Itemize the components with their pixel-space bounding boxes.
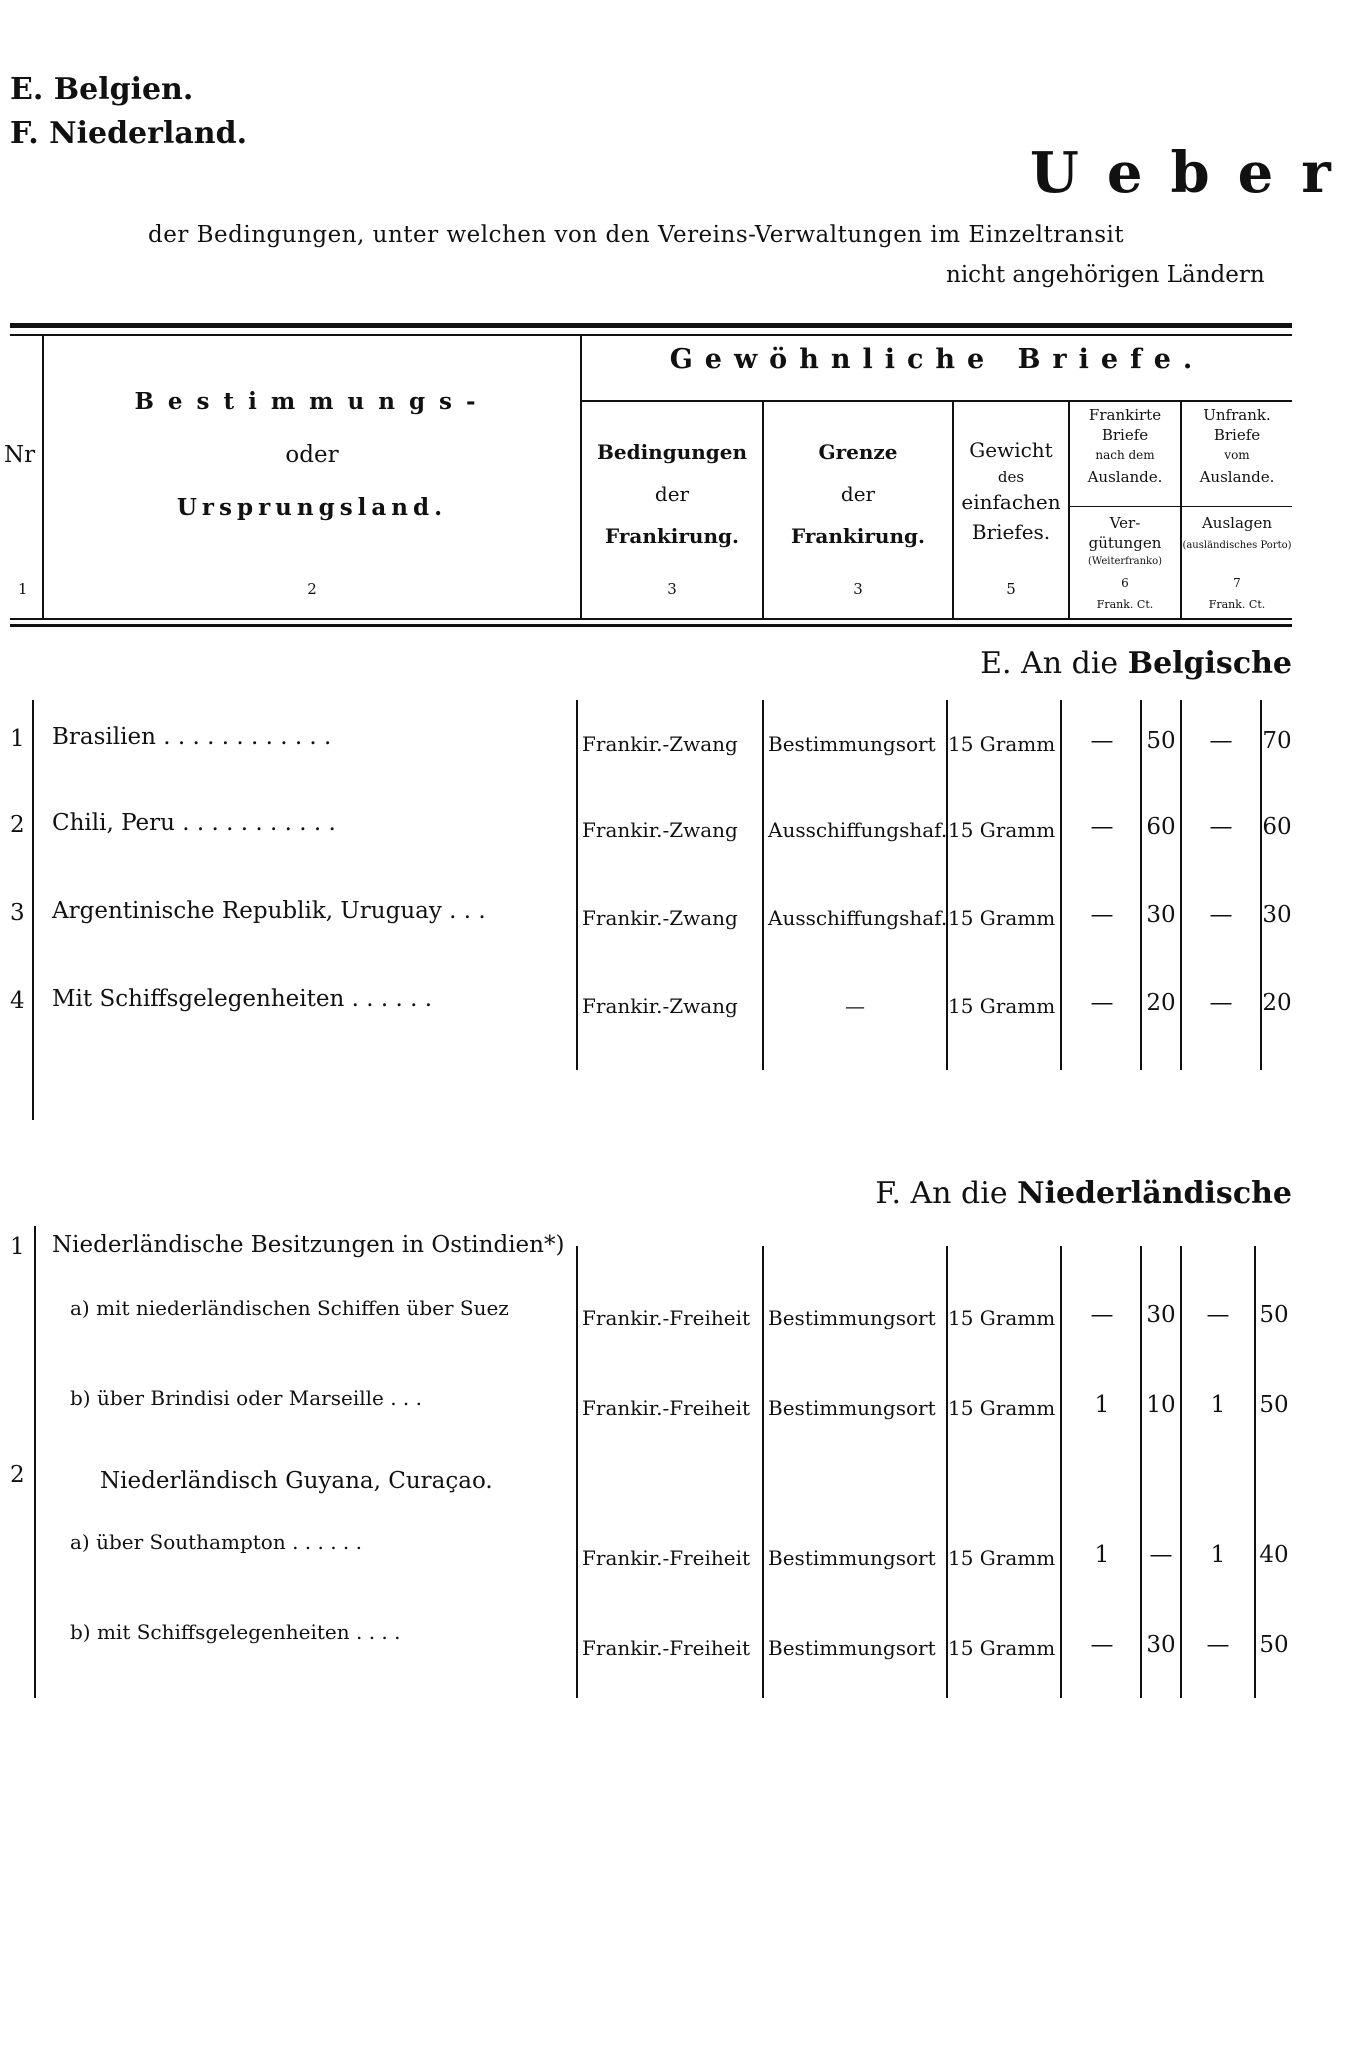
row-vf: — [1090, 990, 1114, 1016]
row-cond: Frankir.-Zwang [582, 732, 738, 756]
row-nr: 3 [10, 900, 25, 926]
f-vline-weight-end [1060, 1246, 1062, 1698]
row-cond: Frankir.-Zwang [582, 994, 738, 1018]
row-name: Mit Schiffsgelegenheiten . . . . . . [52, 986, 433, 1012]
header-verg-num: 6 [1121, 576, 1129, 590]
header-frank-line2: Briefe [1101, 426, 1149, 444]
row-af: 1 [1210, 1542, 1226, 1568]
section-f-label-text: F. An die [875, 1176, 1008, 1211]
row-weight: 15 Gramm [948, 994, 1056, 1018]
row-vc: 10 [1146, 1392, 1176, 1418]
row-vc: 50 [1146, 728, 1176, 754]
title-line1: der Bedingungen, unter welchen von den Vereins-Verwaltungen im Einzeltransit [148, 222, 1125, 248]
row-name: a) über Southampton . . . . . . [70, 1530, 363, 1554]
hdr-vline-2 [580, 336, 582, 618]
header-cond-line2: der [654, 482, 690, 506]
row-vc: 20 [1146, 990, 1176, 1016]
row-weight: 15 Gramm [948, 1636, 1056, 1660]
row-af: — [1209, 902, 1233, 928]
e-vline-name [32, 700, 34, 1120]
header-border-line3: Frankirung. [791, 524, 925, 548]
row-ac: 70 [1262, 728, 1292, 754]
header-unfrank-line2: Briefe [1213, 426, 1261, 444]
header-nr: Nr [4, 442, 36, 468]
row-border: Bestimmungsort [768, 1546, 936, 1570]
row-weight: 15 Gramm [948, 818, 1056, 842]
header-verg-units: Frank. Ct. [1096, 598, 1154, 611]
header-border-line2: der [840, 482, 876, 506]
row-nr: 4 [10, 988, 25, 1014]
header-unfrank-line1: Unfrank. [1203, 406, 1271, 424]
row-vf: 1 [1094, 1392, 1110, 1418]
row-ac: 50 [1259, 1302, 1289, 1328]
group1-nr: 1 [10, 1234, 25, 1260]
header-border-num: 3 [853, 580, 863, 598]
row-border: Bestimmungsort [768, 1396, 936, 1420]
row-ac: 50 [1259, 1392, 1289, 1418]
row-nr: 2 [10, 812, 25, 838]
header-bottom-rule-thick [10, 624, 1292, 627]
row-border: Ausschiffungshaf. [768, 906, 948, 930]
row-vf: 1 [1094, 1542, 1110, 1568]
row-weight: 15 Gramm [948, 906, 1056, 930]
header-weight-line1: Gewicht [969, 438, 1053, 462]
row-vf: — [1090, 902, 1114, 928]
header-col2-num: 2 [307, 580, 317, 598]
header-frank-line4: Auslande. [1087, 468, 1163, 486]
header-verg-line2: gütungen [1088, 534, 1162, 552]
row-af: — [1209, 990, 1233, 1016]
f-vline-cond [576, 1246, 578, 1698]
header-ausl-line2: (ausländisches Porto) [1182, 540, 1292, 551]
header-bottom-rule [10, 618, 1292, 620]
header-top-rule [10, 323, 1292, 328]
row-af: — [1209, 814, 1233, 840]
row-border: — [845, 994, 865, 1018]
header-cond-num: 3 [667, 580, 677, 598]
row-ac: 50 [1259, 1632, 1289, 1658]
row-cond: Frankir.-Zwang [582, 818, 738, 842]
f-vline-name [34, 1226, 36, 1698]
row-border: Ausschiffungshaf. [768, 818, 948, 842]
row-weight: 15 Gramm [948, 1306, 1056, 1330]
row-name: b) mit Schiffsgelegenheiten . . . . [70, 1620, 401, 1644]
row-af: — [1209, 728, 1233, 754]
row-vc: 30 [1146, 1302, 1176, 1328]
header-verg-line1: Ver- [1109, 514, 1141, 532]
row-vc: 60 [1146, 814, 1176, 840]
row-name: a) mit niederländischen Schiffen über Suez [70, 1296, 509, 1320]
row-cond: Frankir.-Freiheit [582, 1636, 751, 1660]
title-word: Ueber [1030, 140, 1359, 206]
header-verg-line3: (Weiterfranko) [1087, 556, 1163, 567]
row-ac: 20 [1262, 990, 1292, 1016]
row-name: Brasilien . . . . . . . . . . . . [52, 724, 332, 750]
group2-title: Niederländisch Guyana, Curaçao. [100, 1468, 493, 1494]
header-ausl-units: Frank. Ct. [1208, 598, 1266, 611]
section-head-f: F. Niederland. [10, 116, 248, 151]
row-ac: 40 [1259, 1542, 1289, 1568]
header-frank-line1: Frankirte [1088, 406, 1162, 424]
group2-nr: 2 [10, 1462, 25, 1488]
row-cond: Frankir.-Freiheit [582, 1396, 751, 1420]
f-vline-border [762, 1246, 764, 1698]
row-cond: Frankir.-Freiheit [582, 1306, 751, 1330]
header-ausl-num: 7 [1233, 576, 1241, 590]
header-weight-line2: des [997, 468, 1025, 486]
row-vc: 30 [1146, 902, 1176, 928]
header-unfrank-line3: vom [1224, 448, 1250, 462]
row-name: b) über Brindisi oder Marseille . . . [70, 1386, 422, 1410]
row-vf: — [1090, 728, 1114, 754]
row-vf: — [1090, 1632, 1114, 1658]
group1-title: Niederländische Besitzungen in Ostindien*) [52, 1232, 565, 1258]
row-vf: — [1090, 814, 1114, 840]
header-frank-line3: nach dem [1095, 448, 1155, 462]
e-vline-weight-end [1060, 700, 1062, 1070]
row-vc: — [1149, 1542, 1173, 1568]
header-weight-line4: Briefes. [971, 520, 1051, 544]
row-ac: 30 [1262, 902, 1292, 928]
header-ausl-line1: Auslagen [1201, 514, 1273, 532]
header-cond-line1: Bedingungen [596, 440, 748, 464]
header-group: Gewöhnliche Briefe. [669, 344, 1205, 375]
section-e-label [700, 646, 1292, 681]
header-dest-line3: Ursprungsland. [176, 494, 448, 521]
row-af: — [1206, 1302, 1230, 1328]
header-unfrank-line4: Auslande. [1199, 468, 1275, 486]
row-border: Bestimmungsort [768, 732, 936, 756]
row-cond: Frankir.-Freiheit [582, 1546, 751, 1570]
row-vc: 30 [1146, 1632, 1176, 1658]
row-cond: Frankir.-Zwang [582, 906, 738, 930]
hdr-group-rule [580, 400, 1292, 402]
header-border-line1: Grenze [818, 440, 898, 464]
row-af: 1 [1210, 1392, 1226, 1418]
row-weight: 15 Gramm [948, 732, 1056, 756]
row-border: Bestimmungsort [768, 1306, 936, 1330]
header-dest-line1: Bestimmungs- [134, 388, 490, 415]
header-cond-line3: Frankirung. [605, 524, 739, 548]
row-nr: 1 [10, 726, 25, 752]
row-name: Argentinische Republik, Uruguay . . . [52, 898, 486, 924]
row-ac: 60 [1262, 814, 1292, 840]
e-vline-cond [576, 700, 578, 1070]
row-name: Chili, Peru . . . . . . . . . . . [52, 810, 336, 836]
row-vf: — [1090, 1302, 1114, 1328]
header-weight-num: 5 [1006, 580, 1016, 598]
section-f-label [700, 1176, 1292, 1211]
header-top-rule-thin [10, 334, 1292, 336]
row-border: Bestimmungsort [768, 1636, 936, 1660]
header-weight-line3: einfachen [961, 490, 1061, 514]
section-e-label-text: E. An die [980, 646, 1119, 681]
hdr-subrule [1068, 506, 1292, 507]
title-line2: nicht angehörigen Ländern [946, 262, 1265, 288]
section-head-e: E. Belgien. [10, 72, 194, 107]
header-dest-line2: oder [285, 442, 339, 468]
hdr-vline-1 [42, 336, 44, 618]
row-af: — [1206, 1632, 1230, 1658]
section-f-label-bold: Niederländische [1017, 1176, 1292, 1211]
row-weight: 15 Gramm [948, 1546, 1056, 1570]
header-col1-num: 1 [18, 580, 28, 598]
row-weight: 15 Gramm [948, 1396, 1056, 1420]
section-e-label-bold: Belgische [1127, 646, 1292, 681]
